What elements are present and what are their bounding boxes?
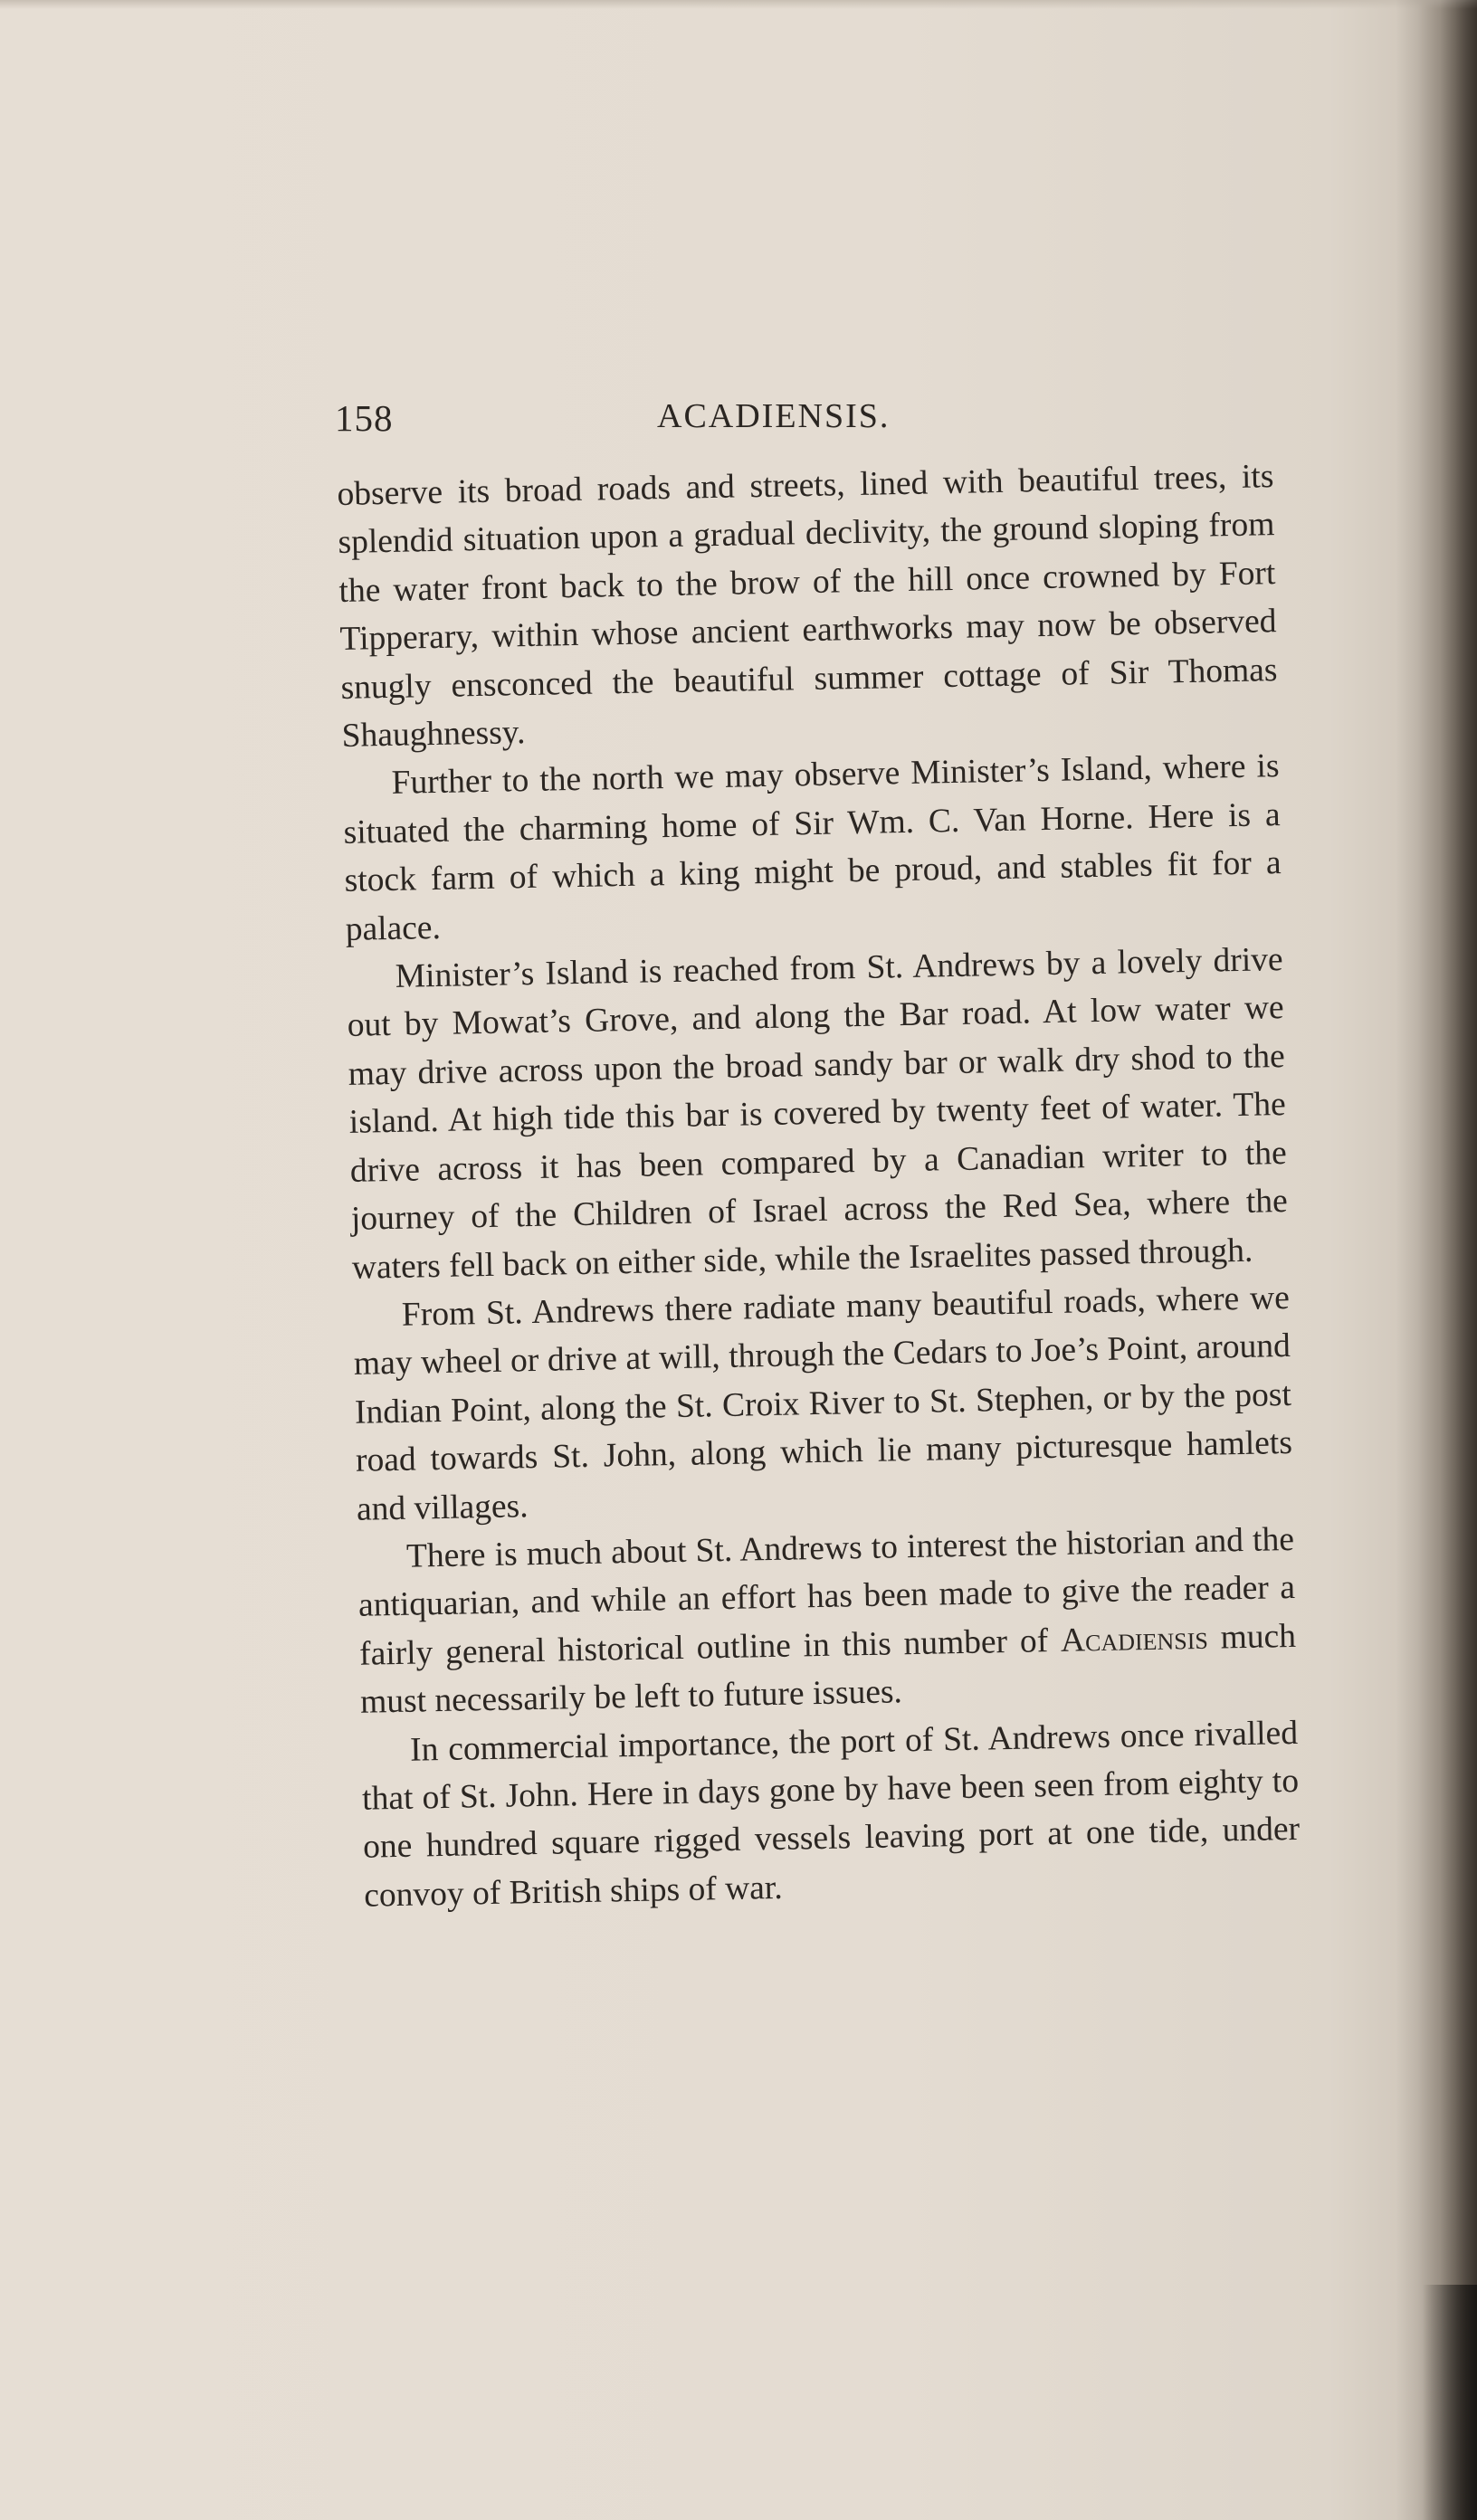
journal-title: Acadiensis: [1060, 1619, 1209, 1659]
paragraph: Minister’s Island is reached from St. Andrews by a lovely drive out by Mowat’s Grove, and along the Bar road. At low water we may drive across upon the broad sandy bar or walk dry shod to the island. At high tide this bar is covered by twenty feet of water. The drive across it has been compared by a Canadian writer to the journey of the Children of Israel across the Red Sea, where the waters fell back on either side, while the Israelites passed through.: [347, 941, 1289, 1287]
paragraph-text: There is much about St. Andrews to interest the historian and the antiquarian, and while an effort has been made to give the reader a fairly general historical outline in this number of: [357, 1520, 1296, 1673]
binding-edge-shadow: [1396, 0, 1477, 2520]
top-edge-shading: [0, 0, 1477, 9]
page-number: 158: [335, 397, 394, 439]
paragraph: observe its broad roads and streets, lined with beautiful trees, its splendid situation upon a gradual declivity, the ground sloping from the water front back to the brow of the hill once crowned by Fort Tipperary, within whose ancient earthworks may now be observed snugly ensconced the beautiful summer cottage of Sir Thomas Shaughnessy.: [337, 458, 1278, 755]
body-text: [337, 452, 1301, 1920]
paragraph: In commercial importance, the port of St. Andrews once rivalled that of St. John. Here in days gone by have been seen from eighty to one hundred square rigged vessels leaving port at one tide, under convoy of British ships of war.: [361, 1714, 1301, 1915]
paragraph: [357, 1516, 1298, 1726]
bottom-corner-shadow: [1423, 2285, 1477, 2520]
running-head: ACADIENSIS.: [657, 397, 891, 435]
paragraph-text: much must necessarily be left to future issues.: [359, 1617, 1297, 1721]
page-header: [335, 396, 1285, 451]
paragraph: Further to the north we may observe Minister’s Island, where is situated the charming home of Sir Wm. C. Van Horne. Here is a stock farm of which a king might be proud, and stables fit for a palace.: [343, 747, 1282, 948]
paragraph: From St. Andrews there radiate many beautiful roads, where we may wheel or drive at will, through the Cedars to Joe’s Point, around Indian Point, along the St. Croix River to St. Stephen, or by the post road towards St. John, along which lie many picturesque hamlets and villages.: [353, 1279, 1293, 1528]
